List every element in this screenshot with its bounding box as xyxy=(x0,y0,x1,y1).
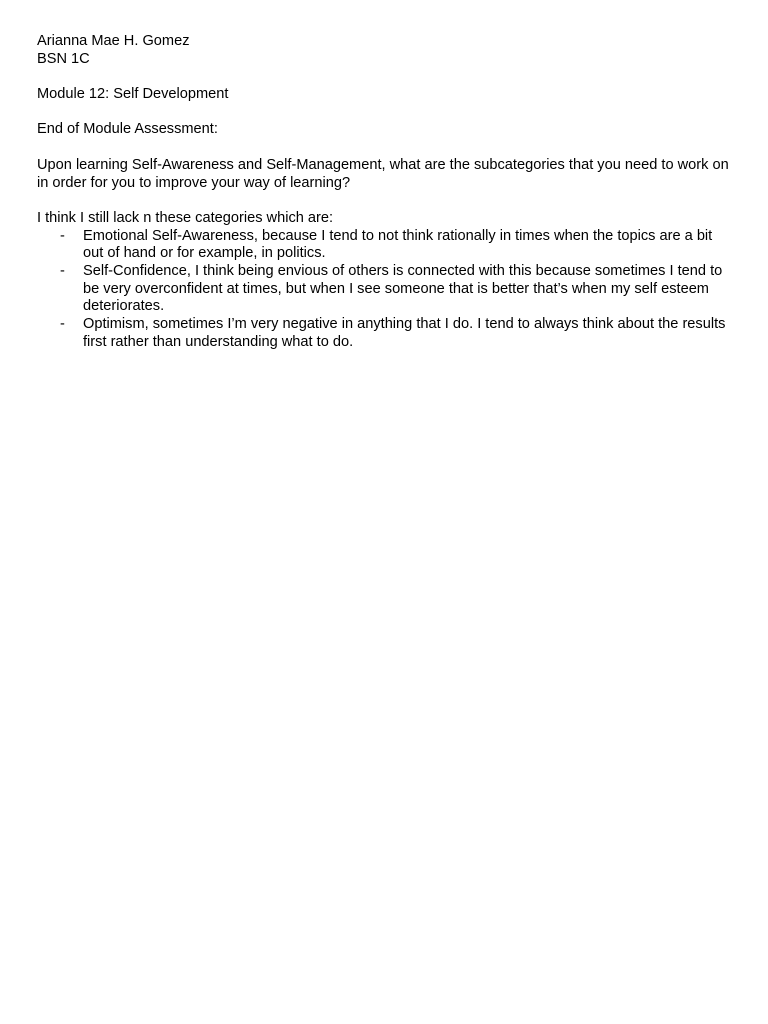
spacer xyxy=(37,68,737,86)
student-section: BSN 1C xyxy=(37,50,90,67)
student-name: Arianna Mae H. Gomez xyxy=(37,33,190,49)
list-item xyxy=(37,316,728,351)
list-item xyxy=(37,228,728,263)
bullet-dash: - xyxy=(60,263,65,280)
document-page xyxy=(37,33,737,352)
bullet-dash: - xyxy=(60,227,65,244)
answer-intro: I think I still lack n these categories which are: xyxy=(37,209,334,226)
assessment-title: End of Module Assessment: xyxy=(37,121,218,138)
assessment-question: Upon learning Self-Awareness and Self-Management, what are the subcategories that you need to work on in order for you to improve your way of learning? xyxy=(37,156,729,191)
answer-list xyxy=(37,228,737,352)
list-item-text: Emotional Self-Awareness, because I tend to not think rationally in times when the topics are a bit out of hand or for example, in politics. xyxy=(83,227,713,262)
bullet-dash: - xyxy=(60,316,65,333)
list-item-text: Self-Confidence, I think being envious of others is connected with this because sometimes I tend to be very overconfident at times, but when I see someone that is better that’s when my self esteem deteriorates. xyxy=(83,263,723,315)
spacer xyxy=(37,104,737,122)
module-title: Module 12: Self Development xyxy=(37,86,229,103)
spacer xyxy=(37,139,737,157)
list-item-text: Optimism, sometimes I’m very negative in anything that I do. I tend to always think about the results first rather than understanding what to do. xyxy=(83,316,726,350)
spacer xyxy=(37,192,737,210)
list-item xyxy=(37,263,728,316)
